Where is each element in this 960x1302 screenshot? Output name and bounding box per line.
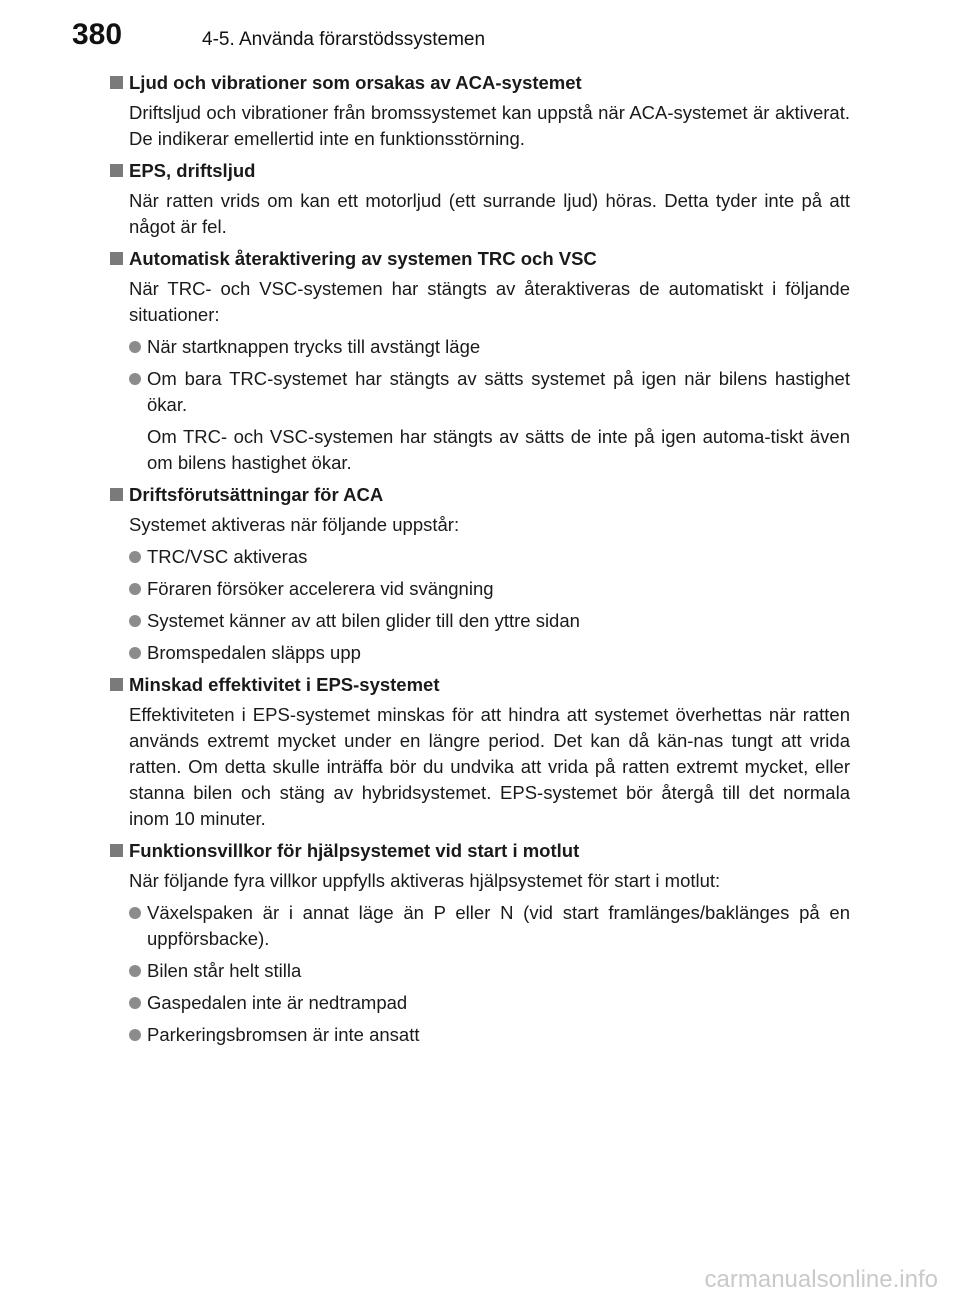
section-heading <box>110 482 850 508</box>
section-body: Effektiviteten i EPS-systemet minskas för att hindra att systemet överhettas när ratten används extremt mycket under en längre period. Det kan då kän-nas tungt att vrida ratten. Om detta skulle inträffa bör du undvika att vrida på ratten extremt mycket, eller stanna bilen och stäng av hybridsystemet. EPS-systemet bör återgå till det normala inom 10 minuter. <box>129 704 850 829</box>
circle-bullet-icon <box>129 907 141 919</box>
page-content <box>110 70 850 1054</box>
list-item <box>110 990 850 1016</box>
list-item <box>110 640 850 666</box>
section-heading <box>110 672 850 698</box>
list-item-text: Växelspaken är i annat läge än P eller N (vid start framlänges/baklänges på en uppförsbacke). <box>147 902 850 949</box>
list-item-text: Systemet känner av att bilen glider till den yttre sidan <box>147 610 580 631</box>
section-heading-text: Driftsförutsättningar för ACA <box>129 484 384 505</box>
section-heading <box>110 838 850 864</box>
circle-bullet-icon <box>129 341 141 353</box>
section-body: När ratten vrids om kan ett motorljud (ett surrande ljud) höras. Detta tyder inte på att något är fel. <box>129 190 850 237</box>
list-item <box>110 366 850 418</box>
section-heading-text: Ljud och vibrationer som orsakas av ACA-systemet <box>129 72 582 93</box>
page-number: 380 <box>72 18 123 51</box>
section-heading <box>110 246 850 272</box>
list-item-text: Bilen står helt stilla <box>147 960 302 981</box>
square-bullet-icon <box>110 252 123 265</box>
list-item-text: När startknappen trycks till avstängt läge <box>147 336 481 357</box>
section-hill-start-conditions <box>110 838 850 1048</box>
section-heading-text: Funktionsvillkor för hjälpsystemet vid start i motlut <box>129 840 580 861</box>
section-body: När följande fyra villkor uppfylls aktiveras hjälpsystemet för start i motlut: <box>129 870 721 891</box>
list-item-text: Om bara TRC-systemet har stängts av sätts systemet på igen när bilens hastighet ökar. <box>147 368 850 415</box>
list-item-text: TRC/VSC aktiveras <box>147 546 308 567</box>
list-item <box>110 334 850 360</box>
section-eps-efficiency <box>110 672 850 832</box>
section-body: Driftsljud och vibrationer från bromssystemet kan uppstå när ACA-systemet är aktiverat. De indikerar emellertid inte en funktionsstörning. <box>129 102 850 149</box>
list-item-text: Gaspedalen inte är nedtrampad <box>147 992 408 1013</box>
circle-bullet-icon <box>129 373 141 385</box>
section-aca-conditions <box>110 482 850 666</box>
square-bullet-icon <box>110 488 123 501</box>
list-item <box>110 608 850 634</box>
list-item-text: Parkeringsbromsen är inte ansatt <box>147 1024 420 1045</box>
circle-bullet-icon <box>129 583 141 595</box>
circle-bullet-icon <box>129 965 141 977</box>
watermark: carmanualsonline.info <box>704 1266 938 1293</box>
section-heading <box>110 158 850 184</box>
circle-bullet-icon <box>129 551 141 563</box>
list-item <box>110 1022 850 1048</box>
section-heading-text: Minskad effektivitet i EPS-systemet <box>129 674 440 695</box>
circle-bullet-icon <box>129 997 141 1009</box>
section-heading <box>110 70 850 96</box>
circle-bullet-icon <box>129 1029 141 1041</box>
list-item-text: Bromspedalen släpps upp <box>147 642 361 663</box>
square-bullet-icon <box>110 76 123 89</box>
list-item <box>110 576 850 602</box>
square-bullet-icon <box>110 164 123 177</box>
section-heading-text: Automatisk återaktivering av systemen TRC och VSC <box>129 248 597 269</box>
list-item <box>110 900 850 952</box>
square-bullet-icon <box>110 678 123 691</box>
section-heading-text: EPS, driftsljud <box>129 160 256 181</box>
square-bullet-icon <box>110 844 123 857</box>
chapter-title: 4-5. Använda förarstödssystemen <box>202 29 486 50</box>
section-body: Systemet aktiveras när följande uppstår: <box>129 514 460 535</box>
list-item-text: Föraren försöker accelerera vid svängning <box>147 578 494 599</box>
section-eps-noise <box>110 158 850 240</box>
section-body: När TRC- och VSC-systemen har stängts av återaktiveras de automatiskt i följande situationer: <box>129 278 850 325</box>
section-aca-noise <box>110 70 850 152</box>
list-item <box>110 544 850 570</box>
circle-bullet-icon <box>129 615 141 627</box>
list-item <box>110 958 850 984</box>
section-trc-vsc-reactivation <box>110 246 850 476</box>
circle-bullet-icon <box>129 647 141 659</box>
section-note: Om TRC- och VSC-systemen har stängts av sätts de inte på igen automa-tiskt även om bilens hastighet ökar. <box>147 426 850 473</box>
